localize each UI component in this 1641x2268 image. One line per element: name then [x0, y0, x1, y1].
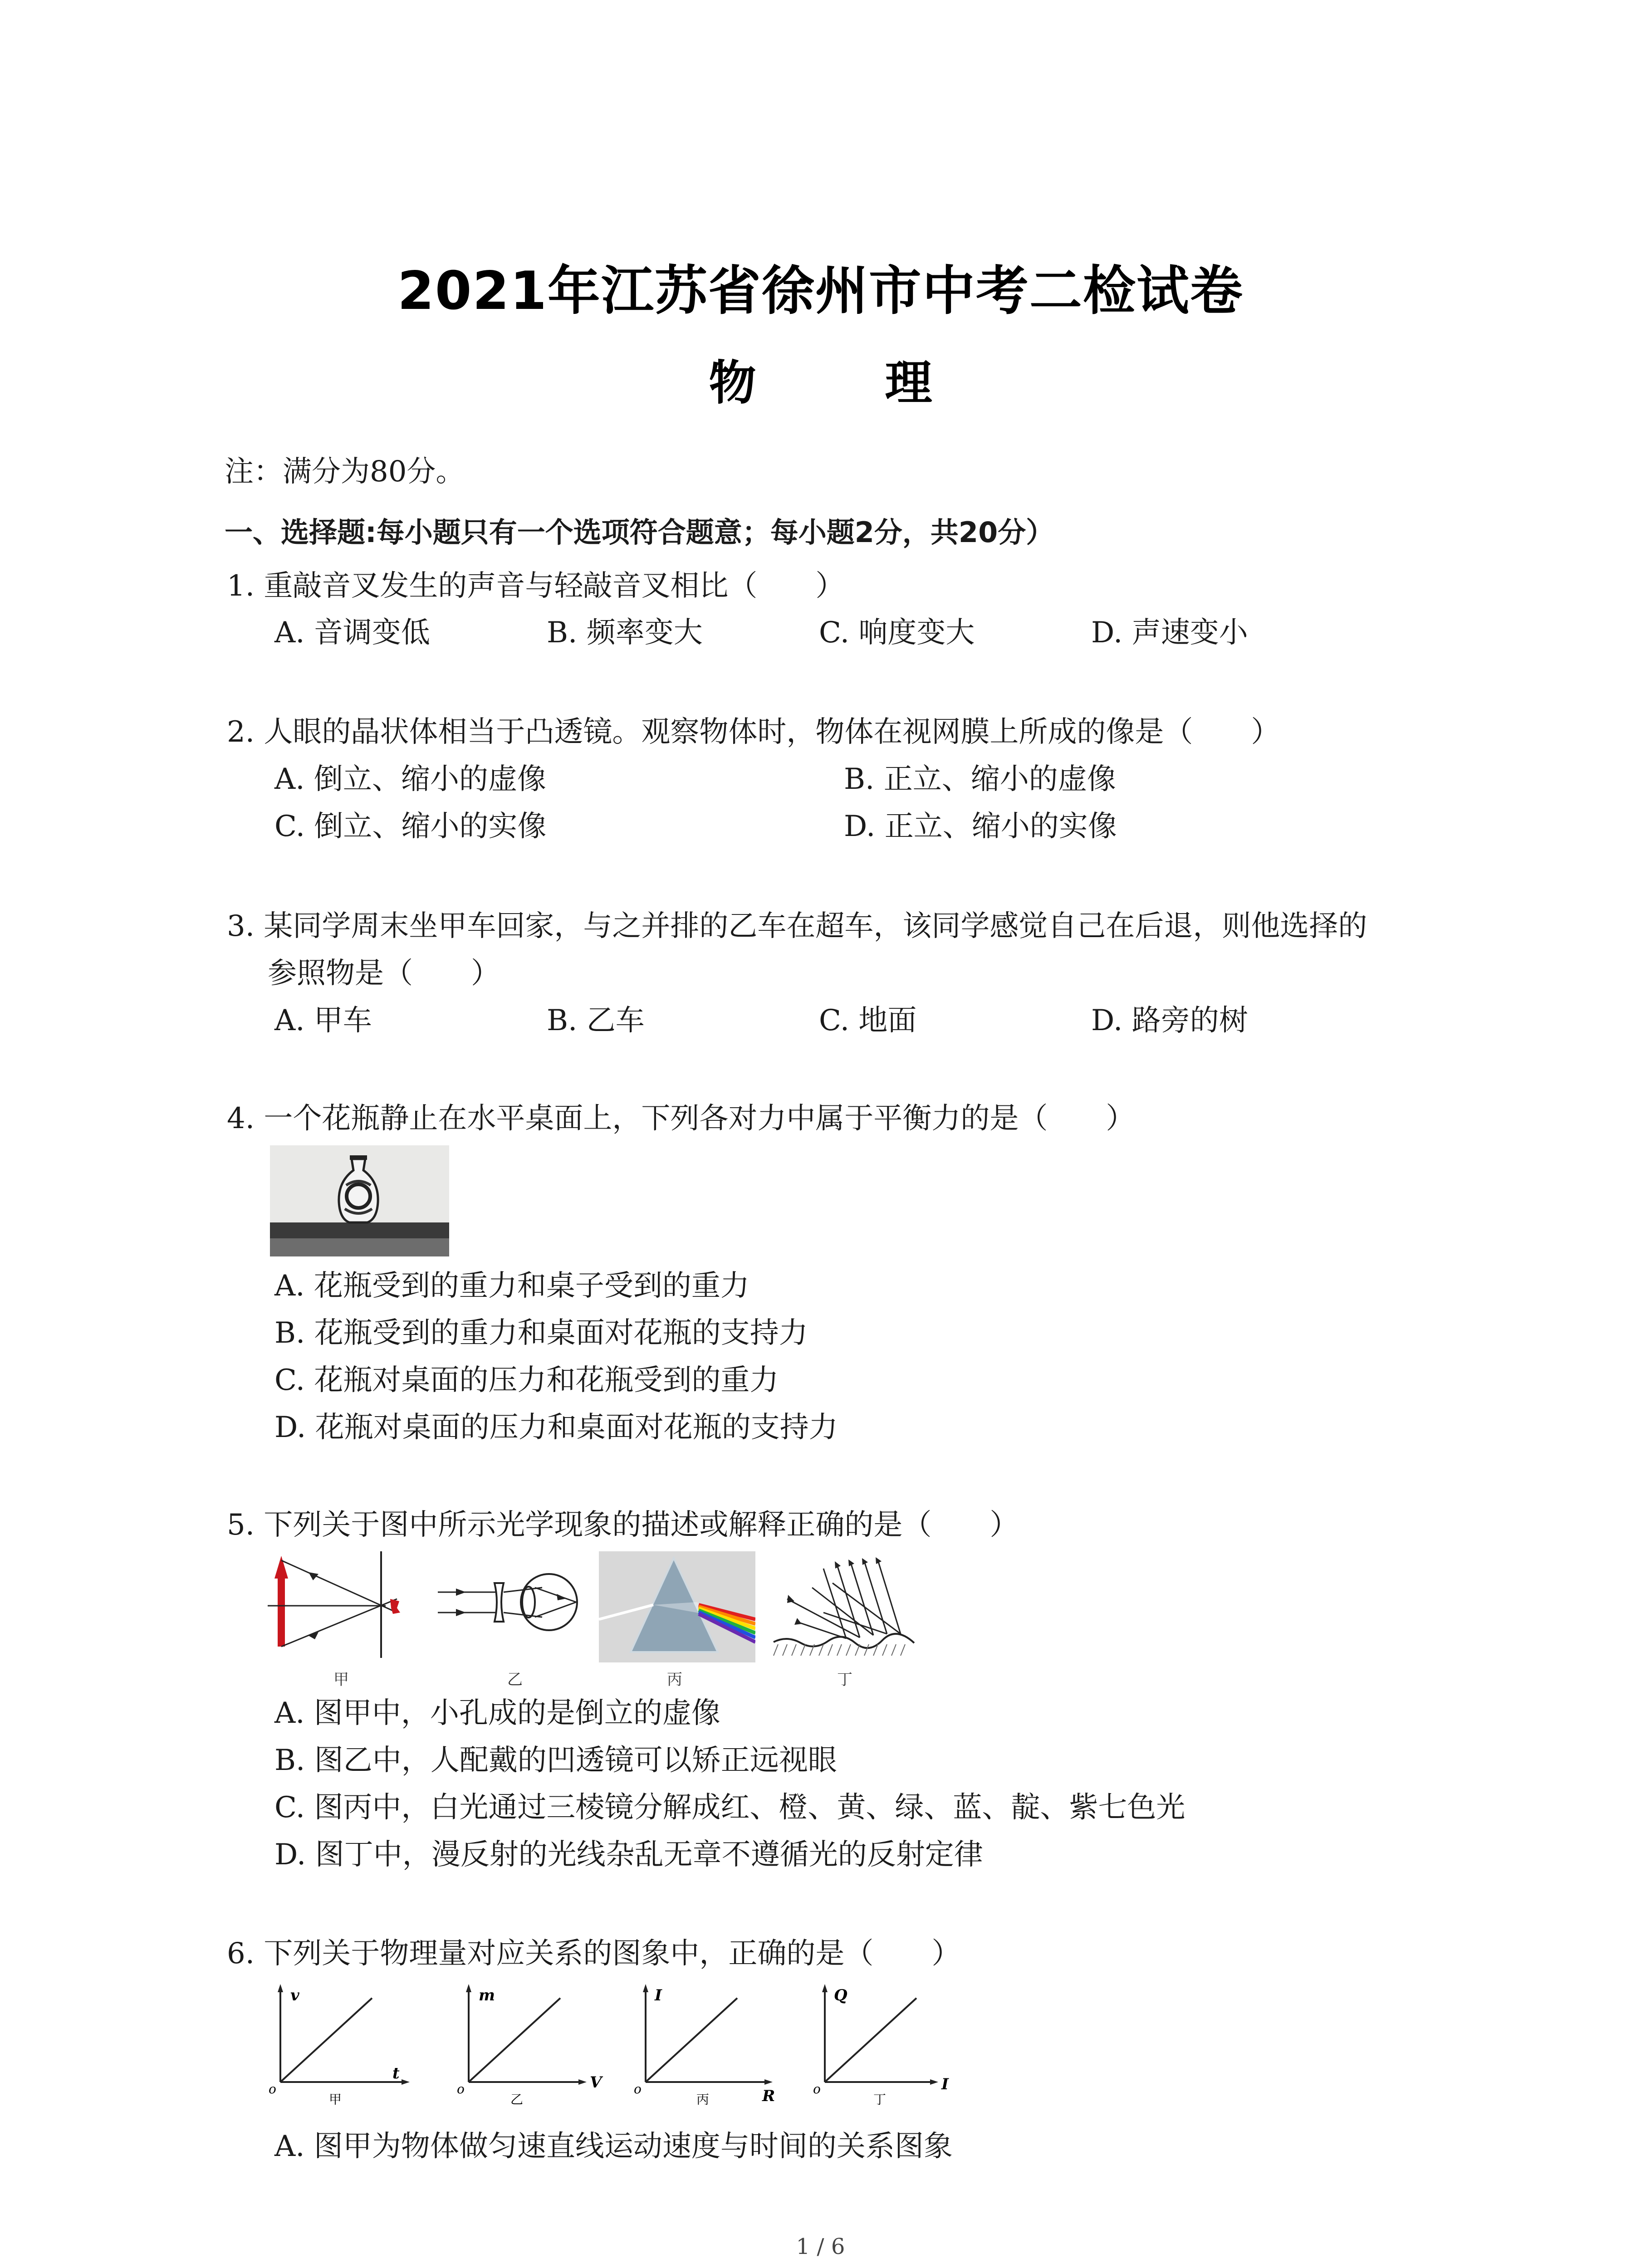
question-2-stem: 2. 人眼的晶状体相当于凸透镜。观察物体时，物体在视网膜上所成的像是（ ） [227, 715, 1280, 749]
figure-caption-ding: 丁 [837, 1671, 852, 1689]
graph-yi-y-label: m [479, 1986, 495, 2004]
question-5-option-a: A. 图甲中，小孔成的是倒立的虚像 [274, 1696, 720, 1730]
page-number: 1 / 6 [796, 2234, 845, 2259]
question-1-option-b: B. 频率变大 [547, 616, 703, 650]
graph-ding [812, 1982, 966, 2105]
diffuse-reflection-figure [769, 1556, 919, 1658]
question-6-option-a: A. 图甲为物体做匀速直线运动速度与时间的关系图象 [274, 2130, 953, 2163]
vase-on-table-image [270, 1145, 449, 1256]
graph-jia [268, 1982, 422, 2105]
graph-yi-x-label: V [590, 2073, 602, 2092]
page-title: 2021年江苏省徐州市中考二检试卷 [397, 260, 1244, 322]
question-4-option-b: B. 花瓶受到的重力和桌面对花瓶的支持力 [274, 1316, 808, 1350]
question-4-option-d: D. 花瓶对桌面的压力和桌面对花瓶的支持力 [274, 1411, 838, 1444]
graph-bing-origin: o [634, 2082, 642, 2097]
question-5-option-c: C. 图丙中，白光通过三棱镜分解成红、橙、黄、绿、蓝、靛、紫七色光 [274, 1791, 1185, 1824]
question-4-option-c: C. 花瓶对桌面的压力和花瓶受到的重力 [274, 1364, 779, 1397]
graph-bing-y-label: I [655, 1986, 662, 2004]
graph-ding-x-label: I [941, 2075, 949, 2093]
graph-yi [456, 1982, 610, 2105]
graph-jia-x-label: t [392, 2064, 400, 2082]
question-1-stem: 1. 重敲音叉发生的声音与轻敲音叉相比（ ） [227, 569, 845, 603]
question-2-option-a: A. 倒立、缩小的虚像 [274, 763, 546, 796]
question-5-option-d: D. 图丁中，漫反射的光线杂乱无章不遵循光的反射定律 [274, 1838, 983, 1872]
subject-title: 物 理 [709, 355, 973, 411]
question-3-option-d: D. 路旁的树 [1091, 1004, 1248, 1037]
graph-jia-origin: o [269, 2082, 276, 2097]
graph-jia-caption: 甲 [329, 2092, 342, 2105]
question-3-stem-cont: 参照物是（ ） [268, 957, 500, 990]
pinhole-imaging-figure [268, 1551, 422, 1660]
graph-bing [633, 1982, 787, 2105]
question-3-option-a: A. 甲车 [274, 1004, 372, 1037]
question-2-option-b: B. 正立、缩小的虚像 [844, 763, 1116, 796]
figure-caption-bing: 丙 [667, 1671, 682, 1689]
question-1-option-c: C. 响度变大 [819, 616, 975, 650]
graph-bing-x-label: R [762, 2087, 775, 2105]
graph-yi-origin: o [457, 2082, 465, 2097]
section-heading: 一、选择题:每小题只有一个选项符合题意；每小题2分，共20分） [225, 516, 1054, 549]
question-3-stem: 3. 某同学周末坐甲车回家，与之并排的乙车在超车，该同学感觉自己在后退，则他选择的 [227, 909, 1367, 943]
question-3-option-b: B. 乙车 [547, 1004, 645, 1037]
question-5-option-b: B. 图乙中，人配戴的凹透镜可以矫正远视眼 [274, 1744, 837, 1777]
figure-caption-jia: 甲 [333, 1671, 349, 1689]
question-2-option-d: D. 正立、缩小的实像 [844, 810, 1117, 843]
graph-ding-origin: o [813, 2082, 821, 2097]
concave-lens-eye-figure [438, 1569, 597, 1635]
graph-jia-y-label: v [290, 1986, 299, 2004]
figure-caption-yi: 乙 [507, 1671, 523, 1689]
graph-ding-y-label: Q [834, 1986, 847, 2004]
question-1-option-a: A. 音调变低 [274, 616, 430, 650]
question-6-stem: 6. 下列关于物理量对应关系的图象中，正确的是（ ） [227, 1937, 961, 1970]
question-4-option-a: A. 花瓶受到的重力和桌子受到的重力 [274, 1269, 749, 1303]
question-5-stem: 5. 下列关于图中所示光学现象的描述或解释正确的是（ ） [227, 1508, 1019, 1542]
question-3-option-c: C. 地面 [819, 1004, 917, 1037]
graph-bing-caption: 丙 [696, 2092, 710, 2105]
score-note: 注：满分为80分。 [225, 455, 465, 489]
question-2-option-c: C. 倒立、缩小的实像 [274, 810, 547, 843]
question-1-option-d: D. 声速变小 [1091, 616, 1248, 650]
prism-dispersion-figure [599, 1551, 755, 1662]
question-4-stem: 4. 一个花瓶静止在水平桌面上，下列各对力中属于平衡力的是（ ） [227, 1102, 1135, 1135]
graph-ding-caption: 丁 [873, 2092, 887, 2105]
graph-yi-caption: 乙 [510, 2092, 524, 2105]
